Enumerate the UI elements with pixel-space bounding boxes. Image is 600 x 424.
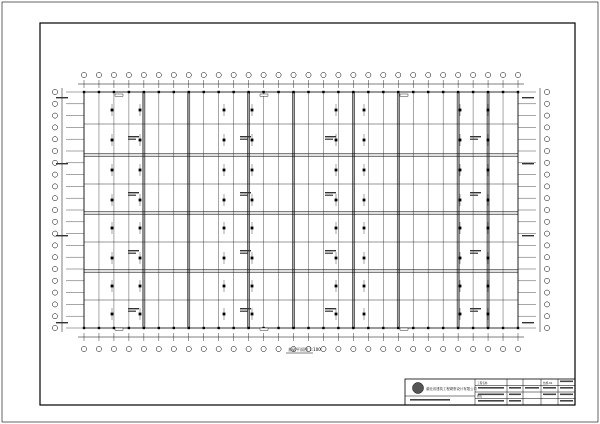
grid-bubble-bottom <box>276 346 281 351</box>
annotation-mark <box>128 311 136 312</box>
annotation-mark <box>240 139 248 140</box>
grid-bubble-left <box>52 196 57 201</box>
section-tag <box>400 94 408 96</box>
grid-bubble-top <box>111 72 116 77</box>
grid-bubble-top <box>426 72 431 77</box>
grid-bubble-right <box>544 302 549 307</box>
column-footing <box>173 327 175 329</box>
annotation-mark <box>325 195 333 196</box>
grid-bubble-left <box>52 219 57 224</box>
grid-bubble-bottom <box>186 346 191 351</box>
annotation-mark <box>470 250 481 251</box>
column-footing <box>232 327 234 329</box>
grid-bubble-top <box>201 72 206 77</box>
grid-bubble-top <box>96 72 101 77</box>
foundation-plan <box>52 72 549 351</box>
column-footing <box>113 91 115 93</box>
grid-bubble-bottom <box>261 346 266 351</box>
grid-bubble-top <box>485 72 490 77</box>
column-footing <box>427 91 429 93</box>
grid-bubble-left <box>52 184 57 189</box>
title-block <box>405 379 575 405</box>
column-footing <box>262 91 264 93</box>
column-footing <box>277 91 279 93</box>
project-label: 工程名称 <box>477 382 488 385</box>
grid-bubble-right <box>544 255 549 260</box>
grid-bubble-bottom <box>441 346 446 351</box>
grid-bubble-right <box>544 101 549 106</box>
annotation-mark <box>128 250 139 251</box>
column-footing <box>173 91 175 93</box>
company-name: 湖北省建筑工程勘察设计有限公司 <box>426 387 477 391</box>
grid-bubble-left <box>52 125 57 130</box>
grid-bubble-left <box>52 89 57 94</box>
annotation-mark <box>128 253 136 254</box>
grid-bubble-top <box>321 72 326 77</box>
grid-bubble-right <box>544 172 549 177</box>
annotation-mark <box>240 250 251 251</box>
plan-title-text: 基础平面图 1:100 <box>288 347 321 352</box>
edge-tag <box>522 97 534 98</box>
grid-bubble-top <box>500 72 505 77</box>
grid-bubble-left <box>52 113 57 118</box>
plan-title <box>286 346 321 353</box>
grid-bubble-left <box>52 314 57 319</box>
grid-bubble-right <box>544 184 549 189</box>
grid-bubble-top <box>515 72 520 77</box>
grid-bubble-top <box>306 72 311 77</box>
grid-bubble-left <box>52 243 57 248</box>
column-footing <box>203 327 205 329</box>
column-footing <box>502 327 504 329</box>
annotation-mark <box>325 253 333 254</box>
grid-bubble-top <box>336 72 341 77</box>
annotation-mark <box>128 308 139 309</box>
grid-bubble-bottom <box>141 346 146 351</box>
grid-bubble-right <box>544 325 549 330</box>
annotation-mark <box>325 311 333 312</box>
grid-bubble-top <box>366 72 371 77</box>
drawing-number: 结施-01 <box>543 382 553 385</box>
section-tag <box>400 328 408 330</box>
grid-bubble-bottom <box>396 346 401 351</box>
grid-bubble-top <box>471 72 476 77</box>
edge-tag <box>56 235 68 236</box>
building-outline <box>84 92 518 328</box>
grid-bubble-bottom <box>426 346 431 351</box>
grid-bubble-right <box>544 125 549 130</box>
grid-bubble-bottom <box>201 346 206 351</box>
section-tag <box>115 328 123 330</box>
annotation-mark <box>325 250 336 251</box>
grid-bubble-top <box>231 72 236 77</box>
grid-bubble-left <box>52 255 57 260</box>
grid-bubble-top <box>261 72 266 77</box>
grid-bubble-top <box>216 72 221 77</box>
column-footing <box>158 327 160 329</box>
column-footing <box>412 91 414 93</box>
edge-tag <box>522 322 534 323</box>
grid-bubble-bottom <box>411 346 416 351</box>
grid-bubble-top <box>171 72 176 77</box>
grid-bubble-top <box>81 72 86 77</box>
column-footing <box>277 327 279 329</box>
column-footing <box>382 91 384 93</box>
annotation-mark <box>470 253 478 254</box>
grid-bubble-top <box>411 72 416 77</box>
annotation-mark <box>470 136 481 137</box>
grid-bubble-left <box>52 302 57 307</box>
grid-bubble-bottom <box>366 346 371 351</box>
grid-bubble-top <box>456 72 461 77</box>
grid-bubble-right <box>544 207 549 212</box>
grid-bubble-bottom <box>321 346 326 351</box>
edge-tag <box>56 163 68 164</box>
grid-bubble-bottom <box>111 346 116 351</box>
grid-bubble-top <box>291 72 296 77</box>
annotation-mark <box>240 195 248 196</box>
annotation-mark <box>240 136 251 137</box>
column-footing <box>322 327 324 329</box>
column-footing <box>307 91 309 93</box>
column-footing <box>472 91 474 93</box>
grid-bubble-right <box>544 196 549 201</box>
column-footing <box>98 327 100 329</box>
grid-bubble-top <box>396 72 401 77</box>
column-footing <box>367 327 369 329</box>
grid-bubble-bottom <box>351 346 356 351</box>
grid-bubble-bottom <box>81 346 86 351</box>
grid-bubble-right <box>544 160 549 165</box>
grid-bubble-left <box>52 148 57 153</box>
grid-bubble-right <box>544 231 549 236</box>
grid-bubble-bottom <box>216 346 221 351</box>
annotation-mark <box>128 192 139 193</box>
annotation-mark <box>470 308 481 309</box>
grid-bubble-left <box>52 290 57 295</box>
grid-bubble-left <box>52 172 57 177</box>
annotation-mark <box>128 195 136 196</box>
column-footing <box>412 327 414 329</box>
column-footing <box>442 91 444 93</box>
grid-bubble-right <box>544 137 549 142</box>
grid-bubble-right <box>544 243 549 248</box>
grid-bubble-bottom <box>471 346 476 351</box>
grid-bubble-bottom <box>246 346 251 351</box>
column-footing <box>232 91 234 93</box>
annotation-mark <box>325 136 336 137</box>
grid-bubble-left <box>52 266 57 271</box>
grid-bubble-right <box>544 314 549 319</box>
grid-bubble-left <box>52 207 57 212</box>
grid-bubble-bottom <box>231 346 236 351</box>
grid-bubble-right <box>544 148 549 153</box>
grid-bubble-left <box>52 137 57 142</box>
column-footing <box>217 91 219 93</box>
section-tag <box>115 94 123 96</box>
grid-bubble-top <box>246 72 251 77</box>
grid-bubble-left <box>52 160 57 165</box>
column-footing <box>367 91 369 93</box>
annotation-mark <box>325 139 333 140</box>
company-seal-icon <box>413 383 424 394</box>
grid-bubble-top <box>381 72 386 77</box>
annotation-mark <box>240 311 248 312</box>
grid-bubble-bottom <box>156 346 161 351</box>
grid-bubble-top <box>441 72 446 77</box>
column-footing <box>442 327 444 329</box>
edge-tag <box>522 163 534 164</box>
annotation-mark <box>470 195 478 196</box>
grid-bubble-left <box>52 101 57 106</box>
grid-bubble-bottom <box>171 346 176 351</box>
column-footing <box>337 91 339 93</box>
grid-bubble-top <box>276 72 281 77</box>
grid-bubble-bottom <box>500 346 505 351</box>
annotation-mark <box>128 136 139 137</box>
grid-bubble-top <box>141 72 146 77</box>
column-footing <box>307 327 309 329</box>
column-footing <box>502 91 504 93</box>
column-footing <box>337 327 339 329</box>
annotation-mark <box>470 192 481 193</box>
grid-bubble-right <box>544 89 549 94</box>
grid-bubble-bottom <box>96 346 101 351</box>
grid-bubble-bottom <box>456 346 461 351</box>
annotation-mark <box>240 253 248 254</box>
column-footing <box>128 91 130 93</box>
edge-tag <box>56 97 68 98</box>
grid-bubble-bottom <box>336 346 341 351</box>
grid-bubble-right <box>544 290 549 295</box>
annotation-mark <box>325 308 336 309</box>
column-footing <box>382 327 384 329</box>
grid-bubble-top <box>186 72 191 77</box>
edge-tag <box>522 235 534 236</box>
edge-tag <box>56 322 68 323</box>
column-footing <box>217 327 219 329</box>
column-footing <box>113 327 115 329</box>
column-footing <box>158 91 160 93</box>
annotation-mark <box>128 139 136 140</box>
grid-bubble-bottom <box>515 346 520 351</box>
drawing-label: 图名 <box>477 395 483 398</box>
column-footing <box>472 327 474 329</box>
grid-bubble-top <box>351 72 356 77</box>
annotation-mark <box>240 192 251 193</box>
grid-bubble-right <box>544 113 549 118</box>
column-footing <box>128 327 130 329</box>
grid-bubble-top <box>126 72 131 77</box>
column-footing <box>203 91 205 93</box>
grid-bubble-bottom <box>381 346 386 351</box>
column-footing <box>427 327 429 329</box>
grid-bubble-top <box>156 72 161 77</box>
annotation-mark <box>240 308 251 309</box>
annotation-mark <box>325 192 336 193</box>
column-footing <box>322 91 324 93</box>
grid-bubble-bottom <box>126 346 131 351</box>
grid-bubble-right <box>544 278 549 283</box>
grid-bubble-bottom <box>485 346 490 351</box>
column-footing <box>98 91 100 93</box>
section-tag <box>260 94 268 96</box>
grid-bubble-right <box>544 266 549 271</box>
grid-bubble-right <box>544 219 549 224</box>
annotation-mark <box>470 139 478 140</box>
grid-bubble-left <box>52 325 57 330</box>
annotation-mark <box>470 311 478 312</box>
grid-bubble-left <box>52 278 57 283</box>
section-tag <box>260 328 268 330</box>
